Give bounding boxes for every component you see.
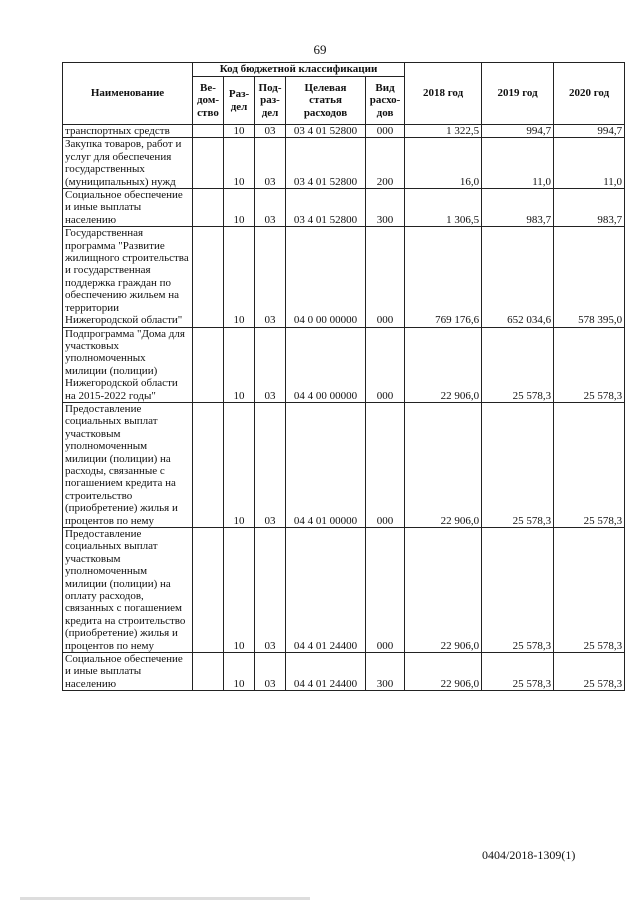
row-razdel: 10: [224, 125, 255, 138]
row-razdel: 10: [224, 138, 255, 189]
budget-table: [62, 62, 625, 691]
row-razdel: 10: [224, 327, 255, 402]
table-row: [63, 528, 625, 653]
row-vid: 200: [366, 138, 405, 189]
table-row: [63, 189, 625, 227]
row-2019: 25 578,3: [482, 402, 554, 527]
row-2019: 25 578,3: [482, 327, 554, 402]
row-tselevaya: 04 4 01 24400: [286, 653, 366, 691]
row-vid: 000: [366, 528, 405, 653]
table-row: [63, 402, 625, 527]
row-razdel: 10: [224, 402, 255, 527]
row-podrazdel: 03: [255, 189, 286, 227]
row-vedomstvo: [193, 227, 224, 327]
row-2019: 652 034,6: [482, 227, 554, 327]
row-2018: 1 322,5: [405, 125, 482, 138]
row-podrazdel: 03: [255, 653, 286, 691]
header-2018: 2018 год: [405, 63, 482, 125]
row-2020: 994,7: [554, 125, 625, 138]
row-podrazdel: 03: [255, 402, 286, 527]
row-vedomstvo: [193, 138, 224, 189]
row-tselevaya: 04 4 01 00000: [286, 402, 366, 527]
row-2020: 25 578,3: [554, 653, 625, 691]
header-2020: 2020 год: [554, 63, 625, 125]
row-name: Предоставление социальных выплат участковым уполномоченным милиции (полиции) на расходы, связанные с погашением кредита на строительство (приобретение) жилья и процентов по нему: [63, 402, 193, 527]
row-2019: 25 578,3: [482, 528, 554, 653]
row-2019: 25 578,3: [482, 653, 554, 691]
row-name: транспортных средств: [63, 125, 193, 138]
row-2020: 11,0: [554, 138, 625, 189]
row-tselevaya: 03 4 01 52800: [286, 138, 366, 189]
row-vedomstvo: [193, 125, 224, 138]
row-name: Социальное обеспечение и иные выплаты населению: [63, 189, 193, 227]
row-name: Предоставление социальных выплат участковым уполномоченным милиции (полиции) на оплату расходов, связанных с погашением кредита на строительство (приобретение) жилья и процентов по нему: [63, 528, 193, 653]
row-2020: 25 578,3: [554, 402, 625, 527]
row-vedomstvo: [193, 402, 224, 527]
row-razdel: 10: [224, 528, 255, 653]
row-tselevaya: 04 0 00 00000: [286, 227, 366, 327]
row-vedomstvo: [193, 653, 224, 691]
row-name: Закупка товаров, работ и услуг для обеспечения государственных (муниципальных) нужд: [63, 138, 193, 189]
row-podrazdel: 03: [255, 125, 286, 138]
row-vid: 300: [366, 189, 405, 227]
row-name: Государственная программа "Развитие жилищного строительства и государственная поддержка граждан по обеспечению жильем на территории Нижегородской области": [63, 227, 193, 327]
row-razdel: 10: [224, 653, 255, 691]
row-name: Социальное обеспечение и иные выплаты населению: [63, 653, 193, 691]
row-vid: 000: [366, 402, 405, 527]
row-vedomstvo: [193, 528, 224, 653]
row-2018: 22 906,0: [405, 402, 482, 527]
row-podrazdel: 03: [255, 327, 286, 402]
table-row: [63, 653, 625, 691]
row-2020: 983,7: [554, 189, 625, 227]
header-razdel: Раз- дел: [224, 77, 255, 125]
row-vid: 000: [366, 327, 405, 402]
row-name: Подпрограмма "Дома для участковых уполномоченных милиции (полиции) Нижегородской области на 2015-2022 годы": [63, 327, 193, 402]
table-row: [63, 125, 625, 138]
header-vid-raskhodov: Вид расхо- дов: [366, 77, 405, 125]
row-vid: 000: [366, 227, 405, 327]
row-2019: 994,7: [482, 125, 554, 138]
row-2018: 16,0: [405, 138, 482, 189]
row-2020: 25 578,3: [554, 327, 625, 402]
row-2020: 578 395,0: [554, 227, 625, 327]
row-2018: 22 906,0: [405, 327, 482, 402]
row-vedomstvo: [193, 189, 224, 227]
table-row: [63, 327, 625, 402]
header-vedomstvo: Ве- дом- ство: [193, 77, 224, 125]
row-2019: 983,7: [482, 189, 554, 227]
row-vid: 000: [366, 125, 405, 138]
row-podrazdel: 03: [255, 528, 286, 653]
scan-artifact: [20, 897, 310, 900]
row-razdel: 10: [224, 189, 255, 227]
header-tselevaya-statya: Целевая статья расходов: [286, 77, 366, 125]
header-classification-group: Код бюджетной классификации: [193, 63, 405, 77]
row-tselevaya: 04 4 00 00000: [286, 327, 366, 402]
row-razdel: 10: [224, 227, 255, 327]
row-podrazdel: 03: [255, 227, 286, 327]
table-row: [63, 227, 625, 327]
table-row: [63, 138, 625, 189]
row-2018: 22 906,0: [405, 653, 482, 691]
row-tselevaya: 03 4 01 52800: [286, 189, 366, 227]
row-2018: 22 906,0: [405, 528, 482, 653]
row-tselevaya: 04 4 01 24400: [286, 528, 366, 653]
row-vedomstvo: [193, 327, 224, 402]
row-tselevaya: 03 4 01 52800: [286, 125, 366, 138]
row-2020: 25 578,3: [554, 528, 625, 653]
header-podrazdel: Под- раз- дел: [255, 77, 286, 125]
page-number: 69: [313, 42, 327, 57]
row-2018: 1 306,5: [405, 189, 482, 227]
header-name: Наименование: [63, 63, 193, 125]
row-2019: 11,0: [482, 138, 554, 189]
header-2019: 2019 год: [482, 63, 554, 125]
row-podrazdel: 03: [255, 138, 286, 189]
row-vid: 300: [366, 653, 405, 691]
row-2018: 769 176,6: [405, 227, 482, 327]
document-code: 0404/2018-1309(1): [482, 848, 576, 862]
